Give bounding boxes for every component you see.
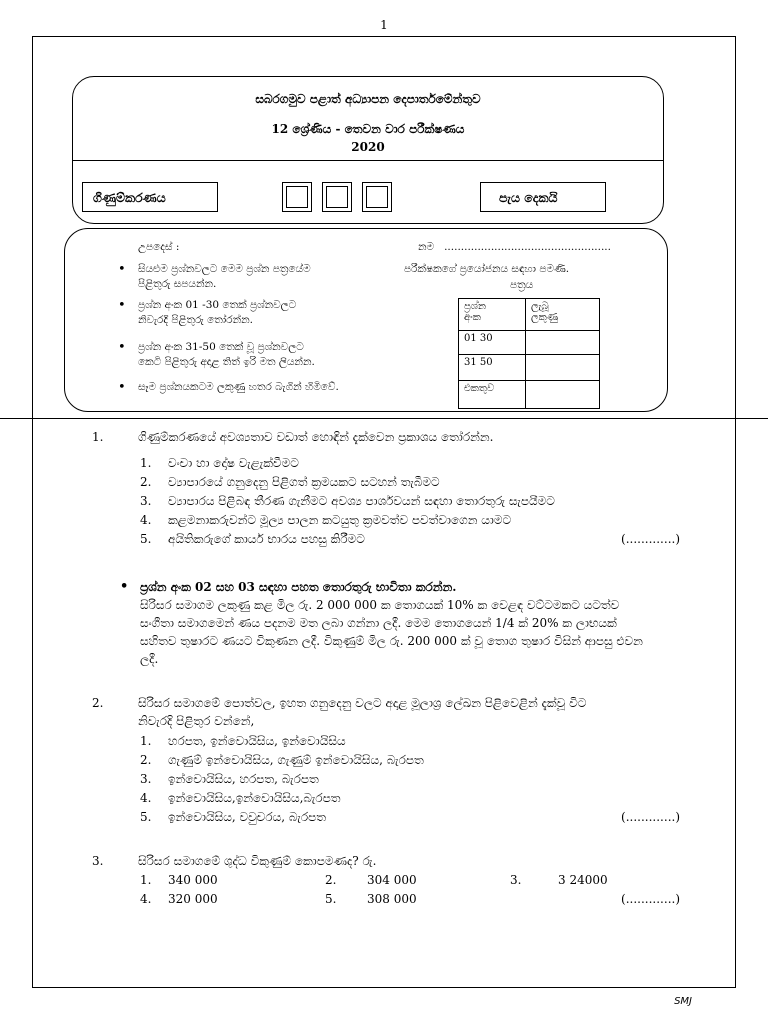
department-title: සබරගමුව පළාත් අධ්‍යාපන දෙපාර්තමේන්තුව bbox=[255, 92, 481, 106]
exam-title: 12 ශ්‍රේණිය - තෙවන වාර පරීක්ෂණය bbox=[271, 122, 465, 136]
q1-option[interactable]: 5. අයිතිකරුගේ කාර්ය භාරය පහසු කිරීමට bbox=[140, 532, 365, 546]
instruction-item: • සියළුම ප්‍රශ්නවලට මෙම ප්‍රශ්න පත්‍රයේම පිළිතුරු සපයන්න. bbox=[138, 262, 311, 292]
q2-option[interactable]: 1. හරපත, ඉන්වොයිසිය, ඉන්වොයිසිය bbox=[140, 734, 346, 748]
question-2-number: 2. bbox=[92, 696, 104, 710]
examiner-note: පරීක්ෂකගේ ප්‍රයෝජනය සඳහා පමණි. bbox=[404, 263, 570, 275]
preamble-line: සංගීතා සමාගමෙන් ණය පදනම මත ලබා ගන්නා ලදී. මෙම තොගයෙන් 1/4 ක් 20% ක ලාභයක් bbox=[140, 616, 617, 630]
marks-cell bbox=[526, 331, 600, 355]
instruction-item: • සෑම ප්‍රශ්නයකටම ලකුණු හතර බැගින් හිමිවේ. bbox=[138, 380, 339, 395]
q2-option[interactable]: 4. ඉන්වොයිසිය,ඉන්වොයිසිය,බැරපත bbox=[140, 791, 341, 805]
header-divider bbox=[72, 160, 664, 161]
instructions-title: උපදෙස් : bbox=[138, 241, 180, 253]
page-number: 1 bbox=[380, 18, 388, 32]
section-divider bbox=[0, 418, 768, 419]
marks-table-header: ලැබූ ලකුණු bbox=[526, 299, 600, 331]
preamble-lead: • ප්‍රශ්න අංක 02 සහ 03 සඳහා පහත තොරතුරු භාවිතා කරන්න. bbox=[140, 578, 456, 596]
question-3-number: 3. bbox=[92, 854, 104, 868]
q3-option[interactable]: 3. 3 24000 bbox=[510, 873, 608, 887]
q1-option[interactable]: 1. වංචා හා දෝෂ වැළැක්වීමට bbox=[140, 456, 299, 470]
examiner-paper-label: පත්‍රය bbox=[510, 279, 534, 291]
q3-answer-blank[interactable]: (.............) bbox=[621, 892, 680, 906]
q2-option[interactable]: 3. ඉන්වොයිසිය, හරපත, බැරපත bbox=[140, 772, 319, 786]
q3-option[interactable]: 4. 320 000 bbox=[140, 892, 218, 906]
subject-box: ගිණුම්කරණය bbox=[82, 182, 218, 212]
q3-option[interactable]: 1. 340 000 bbox=[140, 873, 218, 887]
question-1-text: ගිණුම්කරණයේ අවශ්‍යතාව වඩාත් හොඳින් දැක්වෙන ප්‍රකාශය තෝරන්න. bbox=[138, 430, 494, 444]
exam-year: 2020 bbox=[351, 140, 385, 154]
q1-option[interactable]: 3. ව්‍යාපාරය පිළිබඳ තීරණ ගැනීමට අවශ්‍ය පාර්ශවයන් සඳහා තොරතුරු සැපයීමට bbox=[140, 494, 555, 508]
marks-table bbox=[458, 298, 600, 409]
instruction-item: • ප්‍රශ්න අංක 01 -30 තෙක් ප්‍රශ්නවලට නිවැරදි පිළිතුරු තෝරන්න. bbox=[138, 298, 296, 328]
duration-box: පැය දෙකයි bbox=[480, 182, 606, 212]
preamble-line: ලදී. bbox=[140, 652, 159, 666]
question-2-text: සිරිසර සමාගමේ පොත්වල, ඉහත ගනුදෙනු වලට අදාළ මූලාශ්‍ර ලේඛන පිළිවෙළින් දැක්වූ විට bbox=[138, 696, 587, 710]
q2-option[interactable]: 5. ඉන්වොයිසිය, වවුචරය, බැරපත bbox=[140, 810, 326, 824]
q3-option[interactable]: 2. 304 000 bbox=[325, 873, 417, 887]
question-2-text: නිවැරදි පිළිතුර වන්නේ, bbox=[138, 714, 255, 728]
preamble-line: සිරිසර සමාගම ලකුණු කළ මිල රු. 2 000 000 ක තොගයක් 10% ක වෙළඳ වට්ටමකට යටත්ව bbox=[140, 598, 620, 612]
instruction-item: • ප්‍රශ්න අංක 31-50 තෙක් වූ ප්‍රශ්නවලට කෙටි පිළිතුරු අදාළ තිත් ඉරි මත ලියන්න. bbox=[138, 340, 315, 370]
marks-table-header: ප්‍රශ්න අංක bbox=[459, 299, 526, 331]
question-1-number: 1. bbox=[92, 430, 104, 444]
q2-answer-blank[interactable]: (.............) bbox=[621, 810, 680, 824]
q1-answer-blank[interactable]: (.............) bbox=[621, 532, 680, 546]
q1-option[interactable]: 4. කළමනාකරුවන්ට මූල්‍ය පාලන කටයුතු ක්‍රමවත්ව පවත්වාගෙන යාමට bbox=[140, 513, 512, 527]
marks-row-label: එකතුව bbox=[459, 381, 526, 409]
index-box-3 bbox=[362, 182, 392, 212]
q3-option[interactable]: 5. 308 000 bbox=[325, 892, 417, 906]
marks-row-label: 31 50 bbox=[459, 355, 526, 381]
marks-row-label: 01 30 bbox=[459, 331, 526, 355]
q2-option[interactable]: 2. ගැණුම් ඉන්වොයිසිය, ගැණුම් ඉන්වොයිසිය, බැරපත bbox=[140, 753, 424, 767]
question-3-text: සිරිසර සමාගමේ ශුද්ධ විකුණුම් කොපමණද? රු. bbox=[138, 854, 377, 868]
footer-initials: SMJ bbox=[674, 996, 692, 1007]
index-box-2 bbox=[322, 182, 352, 212]
index-box-1 bbox=[282, 182, 312, 212]
marks-cell bbox=[526, 355, 600, 381]
preamble-line: සහිතව තුෂාරට ණයට විකුණන ලදී. විකුණුම් මිල රු. 200 000 ක් වූ තොග තුෂාර විසින් ආපසු එවන bbox=[140, 634, 643, 648]
name-field[interactable]: නම .................................................. bbox=[418, 241, 611, 253]
marks-cell bbox=[526, 381, 600, 409]
q1-option[interactable]: 2. ව්‍යාපාරයේ ගනුදෙනු පිළිගත් ක්‍රමයකට සටහන් තැබීමට bbox=[140, 475, 440, 489]
